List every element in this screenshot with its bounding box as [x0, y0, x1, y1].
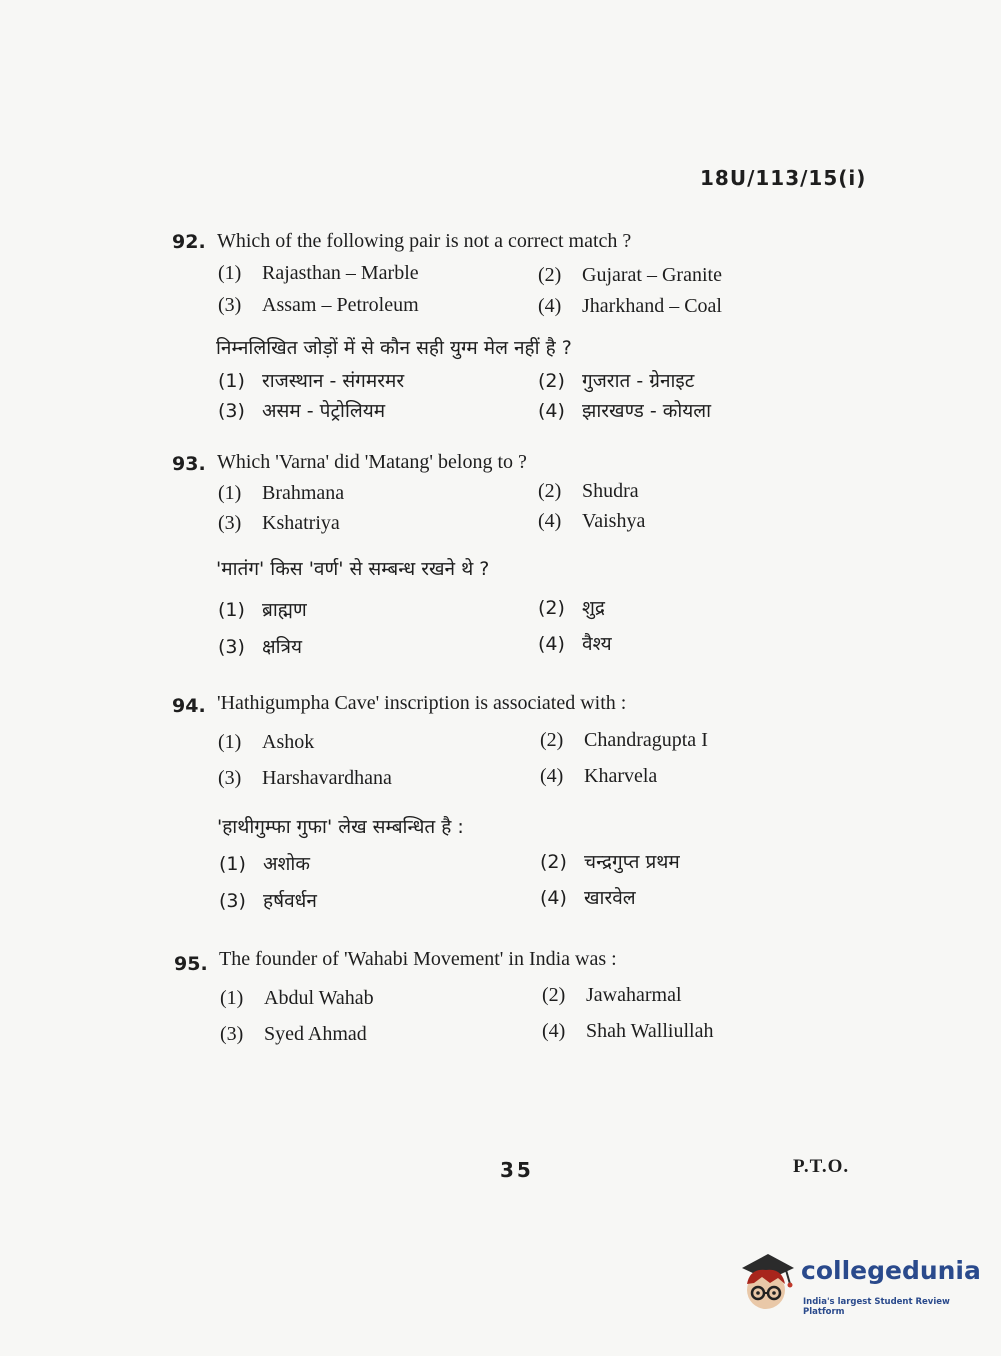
option-4-english: (4) Jharkhand – Coal	[538, 295, 722, 317]
collegedunia-watermark	[738, 1250, 981, 1320]
question-text-english: Which 'Varna' did 'Matang' belong to ?	[217, 451, 527, 473]
option-3-english: (3) Harshavardhana	[218, 767, 392, 789]
pto-label: P.T.O.	[793, 1156, 850, 1177]
option-4-english: (4) Shah Walliullah	[542, 1020, 714, 1042]
question-text-hindi: 'हाथीगुम्फा गुफा' लेख सम्बन्धित है :	[217, 816, 464, 838]
option-3-english: (3) Assam – Petroleum	[218, 294, 419, 316]
option-2-english: (2) Chandragupta I	[540, 729, 708, 751]
page-number: 35	[500, 1158, 534, 1182]
option-4-english: (4) Kharvela	[540, 765, 658, 787]
option-1-english: (1) Brahmana	[218, 482, 345, 504]
option-1-hindi: (1) अशोक	[219, 853, 310, 875]
option-2-hindi: (2) गुजरात - ग्रेनाइट	[538, 370, 695, 392]
option-2-english: (2) Jawaharmal	[542, 984, 682, 1006]
option-1-english: (1) Abdul Wahab	[220, 987, 374, 1009]
option-3-english: (3) Kshatriya	[218, 512, 340, 534]
question-text-english: The founder of 'Wahabi Movement' in India was :	[219, 948, 617, 970]
option-3-hindi: (3) हर्षवर्धन	[219, 890, 317, 912]
option-2-english: (2) Gujarat – Granite	[538, 264, 722, 286]
option-2-hindi: (2) शुद्र	[538, 597, 606, 619]
option-4-hindi: (4) खारवेल	[540, 887, 636, 909]
paper-code: 18U/113/15(i)	[700, 166, 867, 190]
question-text-english: Which of the following pair is not a correct match ?	[217, 230, 632, 252]
option-1-hindi: (1) राजस्थान - संगमरमर	[218, 370, 405, 392]
question-number: 95.	[174, 953, 208, 975]
option-1-hindi: (1) ब्राह्मण	[218, 599, 307, 621]
question-text-hindi: निम्नलिखित जोड़ों में से कौन सही युग्म मेल नहीं है ?	[216, 337, 572, 359]
student-mascot-icon	[738, 1250, 800, 1316]
question-number: 94.	[172, 695, 206, 717]
option-3-english: (3) Syed Ahmad	[220, 1023, 367, 1045]
question-number: 93.	[172, 453, 206, 475]
question-text-hindi: 'मातंग' किस 'वर्ण' से सम्बन्ध रखने थे ?	[216, 558, 490, 580]
option-3-hindi: (3) क्षत्रिय	[218, 636, 303, 658]
question-text-english: 'Hathigumpha Cave' inscription is associated with :	[217, 692, 627, 714]
option-1-english: (1) Rajasthan – Marble	[218, 262, 419, 284]
option-4-hindi: (4) वैश्य	[538, 633, 612, 655]
option-1-english: (1) Ashok	[218, 731, 315, 753]
option-2-english: (2) Shudra	[538, 480, 639, 502]
question-number: 92.	[172, 231, 206, 253]
option-2-hindi: (2) चन्द्रगुप्त प्रथम	[540, 851, 680, 873]
brand-tagline: India's largest Student Review Platform	[803, 1297, 950, 1317]
option-4-hindi: (4) झारखण्ड - कोयला	[538, 400, 712, 422]
option-4-english: (4) Vaishya	[538, 510, 646, 532]
brand-name: collegedunia	[801, 1256, 981, 1285]
option-3-hindi: (3) असम - पेट्रोलियम	[218, 400, 386, 422]
